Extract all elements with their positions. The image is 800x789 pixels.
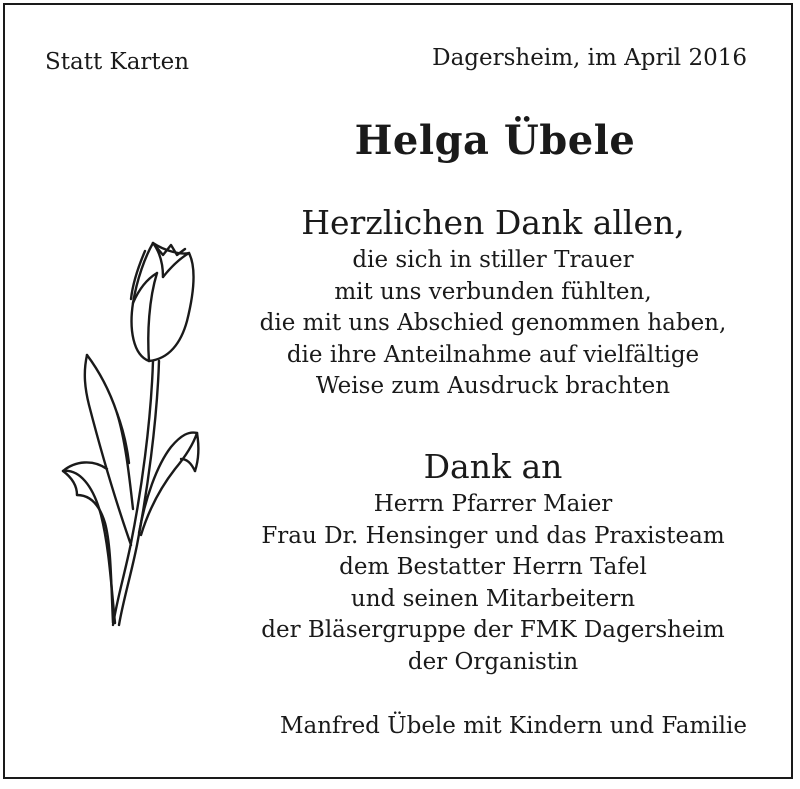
dank-an-line: Herrn Pfarrer Maier bbox=[373, 491, 613, 517]
signature: Manfred Übele mit Kindern und Familie bbox=[279, 713, 747, 739]
thanks-heading: Herzlichen Dank allen, bbox=[301, 203, 685, 242]
dank-an-line: der Bläsergruppe der FMK Dagersheim bbox=[261, 617, 725, 643]
dank-an-heading: Dank an bbox=[423, 447, 563, 486]
dank-an-lines bbox=[223, 489, 763, 678]
deceased-name: Helga Übele bbox=[354, 117, 636, 164]
thanks-line: die mit uns Abschied genommen haben, bbox=[259, 310, 727, 336]
dank-an-line: der Organistin bbox=[407, 648, 579, 675]
obituary-notice bbox=[3, 3, 793, 779]
dank-an-line: und seinen Mitarbeitern bbox=[350, 585, 636, 612]
dank-an-section bbox=[223, 445, 763, 678]
thanks-line: die ihre Anteilnahme auf vielfältige bbox=[286, 341, 700, 368]
thanks-line: mit uns verbunden fühlten, bbox=[334, 278, 652, 305]
header-left-text: Statt Karten bbox=[45, 49, 190, 75]
tulip-icon bbox=[53, 233, 203, 633]
header-date-place: Dagersheim, im April 2016 bbox=[432, 45, 747, 71]
thanks-lines bbox=[223, 245, 763, 403]
dank-an-line: Frau Dr. Hensinger und das Praxisteam bbox=[261, 522, 725, 549]
thanks-line: Weise zum Ausdruck brachten bbox=[315, 373, 671, 399]
dank-an-line: dem Bestatter Herrn Tafel bbox=[339, 554, 647, 580]
thanks-section bbox=[223, 201, 763, 403]
thanks-line: die sich in stiller Trauer bbox=[352, 247, 634, 273]
